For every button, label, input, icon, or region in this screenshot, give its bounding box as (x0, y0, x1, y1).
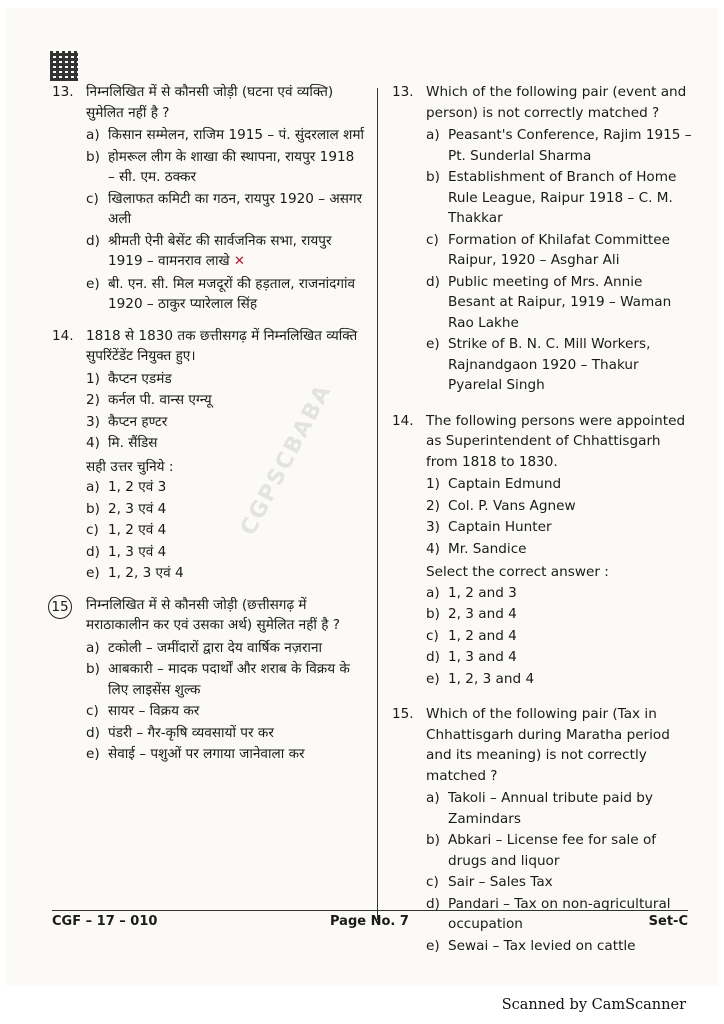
question-14-hindi (52, 326, 364, 585)
question-stem: निम्नलिखित में से कौनसी जोड़ी (छत्तीसगढ़ में मराठाकालीन कर एवं उसका अर्थ) सुमेलित नहीं है ? (86, 596, 341, 633)
item-4: 4) Mr. Sandice (426, 540, 527, 557)
option-c: c) Formation of Khilafat Committee Raipur, 1920 – Asghar Ali (426, 231, 670, 268)
column-divider (377, 88, 378, 920)
option-a: a) टकोली – जमींदारों द्वारा देय वार्षिक नज़राना (86, 639, 323, 656)
question-stem: The following persons were appointed as Superintendent of Chhattisgarh from 1818 to 1830. (426, 412, 686, 470)
option-a: a) Takoli – Annual tribute paid by Zamindars (426, 790, 653, 827)
question-number: 15 (48, 595, 72, 619)
option-c: c) सायर – विक्रय कर (86, 703, 200, 719)
question-stem: Which of the following pair (event and person) is not correctly matched ? (426, 84, 687, 121)
item-1: 1) Captain Edmund (426, 476, 562, 492)
option-a: a) 1, 2 एवं 3 (86, 479, 167, 495)
question-13-english (392, 82, 692, 397)
question-stem: Which of the following pair (Tax in Chhattisgarh during Maratha period and its meaning) is not correctly matched ? (426, 706, 670, 784)
question-number: 13. (52, 84, 74, 100)
page-number: Page No. 7 (330, 914, 409, 929)
question-number: 14. (52, 327, 74, 344)
select-instruction: Select the correct answer : (426, 564, 609, 580)
option-d: d) श्रीमती ऐनी बेसेंट की सार्वजनिक सभा, रायपुर 1919 – वामनराव लाखे ✕ (86, 232, 332, 269)
option-b: b) 2, 3 and 4 (426, 606, 517, 622)
question-15-hindi (52, 595, 364, 766)
option-d: d) Public meeting of Mrs. Annie Besant at Raipur, 1919 – Waman Rao Lakhe (426, 273, 672, 331)
question-13-hindi (52, 82, 364, 316)
option-a: a) Peasant's Conference, Rajim 1915 – Pt. Sunderlal Sharma (426, 127, 692, 164)
paper-code: CGF – 17 – 010 (52, 914, 158, 929)
option-e: e) Sewai – Tax levied on cattle (426, 937, 636, 954)
option-a: a) किसान सम्मेलन, राजिम 1915 – पं. सुंदरलाल शर्मा (86, 127, 364, 143)
option-e: e) 1, 2, 3 एवं 4 (86, 565, 184, 581)
question-14-english (392, 411, 692, 691)
option-d: d) पंडरी – गैर-कृषि व्यवसायों पर कर (86, 724, 274, 741)
select-instruction: सही उत्तर चुनिये : (86, 458, 174, 475)
watermark: CGPSCBABA (236, 379, 337, 540)
item-3: 3) Captain Hunter (426, 519, 552, 535)
footer-rule (52, 910, 688, 911)
option-e: e) बी. एन. सी. मिल मजदूरों की हड़ताल, राजनांदगांव 1920 – ठाकुर प्यारेलाल सिंह (86, 275, 356, 312)
question-number: 15. (392, 706, 414, 722)
set-label: Set-C (648, 914, 688, 929)
qr-code-icon (50, 51, 78, 81)
question-stem: 1818 से 1830 तक छत्तीसगढ़ में निम्नलिखित व्यक्ति सुपरिंटेंडेंट नियुक्त हुए। (86, 327, 358, 364)
question-15-english (392, 704, 692, 957)
option-a: a) 1, 2 and 3 (426, 584, 517, 601)
english-column (392, 82, 692, 967)
option-c: c) खिलाफत कमिटी का गठन, रायपुर 1920 – असगर अली (86, 190, 363, 227)
item-4: 4) मि. सैंडिस (86, 435, 158, 451)
item-3: 3) कैप्टन हण्टर (86, 413, 168, 430)
option-c: c) 1, 2 एवं 4 (86, 522, 167, 538)
scanner-credit: Scanned by CamScanner (501, 997, 686, 1013)
option-e: e) Strike of B. N. C. Mill Workers, Rajnandgaon 1920 – Thakur Pyarelal Singh (426, 336, 651, 393)
item-2: 2) कर्नल पी. वान्स एग्न्यू (86, 392, 212, 408)
cross-mark-icon: ✕ (233, 254, 245, 269)
option-d: d) 1, 3 and 4 (426, 649, 517, 665)
option-b: b) होमरूल लीग के शाखा की स्थापना, रायपुर 1918 – सी. एम. ठक्कर (86, 148, 355, 185)
option-c: c) Sair – Sales Tax (426, 874, 553, 890)
option-e: e) सेवाई – पशुओं पर लगाया जानेवाला कर (86, 746, 305, 762)
question-stem: निम्नलिखित में से कौनसी जोड़ी (घटना एवं व्यक्ति) सुमेलित नहीं है ? (86, 84, 334, 121)
option-c: c) 1, 2 and 4 (426, 627, 517, 644)
question-number: 13. (392, 84, 414, 100)
option-b: b) Establishment of Branch of Home Rule League, Raipur 1918 – C. M. Thakkar (426, 169, 677, 226)
item-1: 1) कैप्टन एडमंड (86, 370, 172, 387)
option-b: b) Abkari – License fee for sale of drugs and liquor (426, 832, 657, 869)
item-2: 2) Col. P. Vans Agnew (426, 497, 576, 514)
option-b: b) आबकारी – मादक पदार्थों और शराब के विक्रय के लिए लाइसेंस शुल्क (86, 661, 350, 698)
hindi-column (52, 82, 364, 776)
option-b: b) 2, 3 एवं 4 (86, 500, 167, 517)
question-number: 14. (392, 412, 414, 429)
option-e: e) 1, 2, 3 and 4 (426, 670, 535, 687)
option-d: d) Pandari – Tax on non-agricultural occupation (426, 895, 671, 932)
option-d: d) 1, 3 एवं 4 (86, 543, 167, 560)
